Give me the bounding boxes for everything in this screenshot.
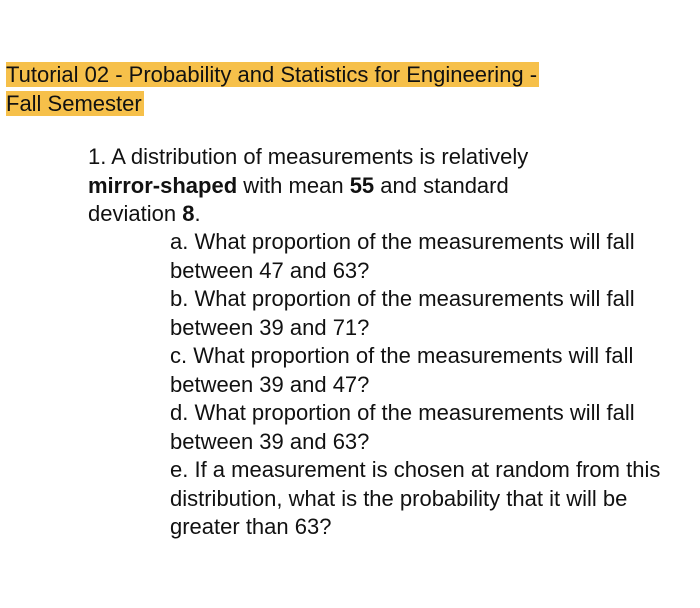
question-text-2: with mean [243,172,344,198]
mean-value: 55 [349,172,375,198]
question-parts-list [170,228,680,542]
question-text-5: . [194,201,201,226]
question-number: 1. [88,144,107,169]
question-text-3: and standard [380,172,509,198]
question-part-a: a. What proportion of the measurements will fall between 47 and 63? [170,229,635,283]
question-part-c: c. What proportion of the measurements will fall between 39 and 47? [170,343,634,397]
question-part-b: b. What proportion of the measurements will fall between 39 and 71? [170,286,635,340]
question-part-e: e. If a measurement is chosen at random from this distribution, what is the probability that it will be greater than 63? [170,457,661,539]
std-dev-value: 8 [182,201,195,226]
question-text-4: deviation [88,201,177,226]
question-1 [88,143,648,229]
page-title [6,60,646,118]
question-part-d: d. What proportion of the measurements will fall between 39 and 63? [170,400,635,454]
question-stem [88,143,648,229]
question-text-1: A distribution of measurements is relatively [111,144,529,169]
title-line-1: Tutorial 02 - Probability and Statistics for Engineering - [6,62,538,87]
title-line-2: Fall Semester [6,91,142,116]
shape-emphasis: mirror-shaped [88,172,238,198]
